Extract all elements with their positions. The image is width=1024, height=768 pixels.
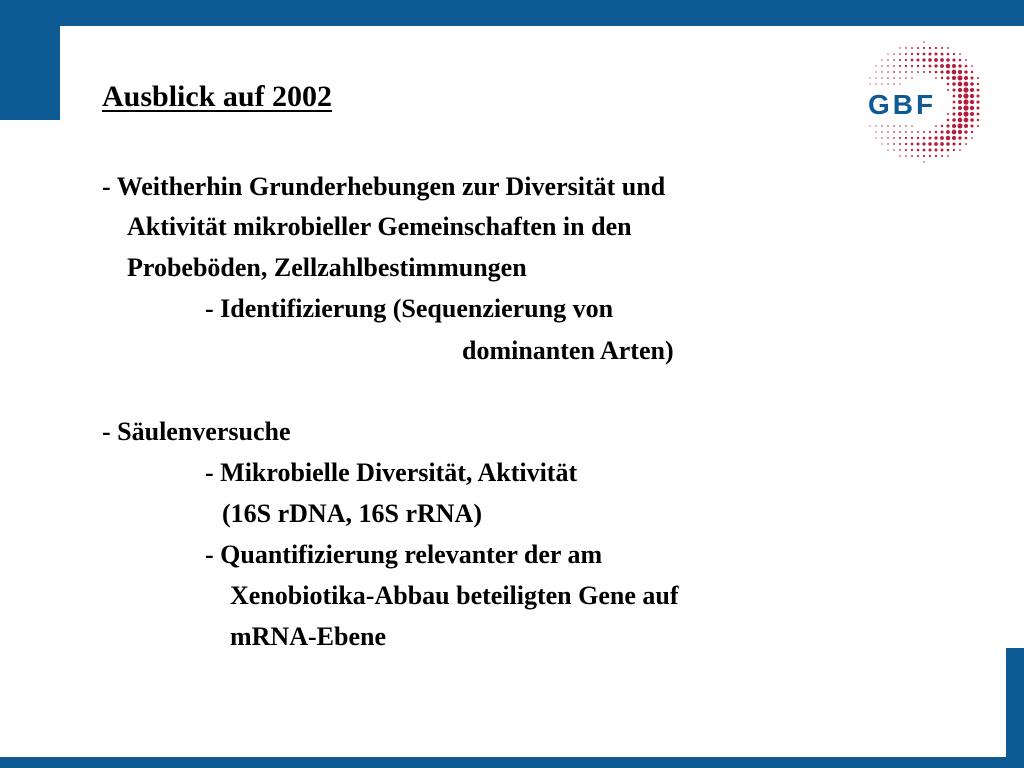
logo-dot	[917, 131, 919, 133]
logo-dot	[905, 77, 907, 79]
logo-dot	[976, 94, 979, 97]
logo-dot	[917, 65, 919, 67]
gbf-logo-graphic	[862, 40, 982, 165]
logo-dot	[922, 142, 925, 145]
logo-dot	[947, 47, 949, 49]
logo-dot	[953, 101, 956, 104]
logo-dot	[970, 118, 974, 122]
logo-dot	[905, 65, 907, 67]
logo-dot	[977, 125, 979, 127]
logo-dot	[929, 155, 931, 157]
logo-dot	[905, 59, 907, 61]
logo-dot	[923, 161, 925, 163]
logo-dot	[977, 113, 980, 116]
logo-dot	[917, 59, 920, 62]
left-frame-bar	[0, 0, 60, 120]
logo-dot	[923, 41, 925, 43]
logo-dot	[958, 112, 962, 116]
logo-dot	[959, 149, 961, 151]
logo-dot	[905, 131, 907, 133]
text-line: mRNA-Ebene	[230, 622, 386, 651]
logo-wordmark: GBF	[868, 89, 937, 120]
logo-dot	[917, 143, 920, 146]
logo-dot	[917, 155, 919, 157]
logo-dot	[935, 149, 938, 152]
logo-dot	[893, 143, 895, 145]
logo-dot	[946, 124, 949, 127]
logo-dot	[905, 155, 907, 157]
logo-dot	[977, 83, 979, 85]
logo-dot	[941, 125, 943, 127]
logo-dot	[928, 142, 932, 146]
logo-dot	[965, 65, 968, 68]
logo-dot	[952, 130, 957, 135]
text-line: Probeböden, Zellzahlbestimmungen	[127, 253, 527, 282]
logo-dot	[959, 143, 962, 146]
logo-dot	[952, 64, 956, 68]
logo-dot	[947, 83, 950, 86]
logo-dot	[946, 130, 950, 134]
logo-dot	[946, 142, 950, 146]
logo-dot	[940, 58, 944, 62]
logo-dot	[875, 71, 876, 72]
logo-dot	[887, 65, 889, 67]
logo-dot	[958, 118, 963, 123]
logo-dot	[940, 136, 944, 140]
text-line: Aktivität mikrobieller Gemeinschaften in den	[127, 212, 632, 241]
logo-dot	[893, 149, 895, 151]
logo-dot	[911, 155, 913, 157]
logo-dot	[941, 47, 943, 49]
logo-dot	[911, 131, 913, 133]
logo-dot	[958, 124, 963, 129]
logo-dot	[953, 107, 956, 110]
logo-dot	[923, 65, 926, 68]
logo-dot	[929, 65, 932, 68]
logo-dot	[893, 71, 895, 73]
logo-dot	[899, 77, 901, 79]
logo-dot	[905, 137, 907, 139]
logo-dot	[935, 47, 937, 49]
logo-dot	[965, 59, 967, 61]
logo-dot	[923, 47, 925, 49]
logo-dot	[946, 76, 949, 79]
logo-dot	[958, 106, 962, 110]
logo-dot	[875, 77, 876, 78]
logo-dot	[958, 70, 962, 74]
logo-dot	[947, 155, 949, 157]
logo-dot	[923, 155, 925, 157]
logo-dot	[958, 64, 961, 67]
logo-dot	[947, 53, 950, 56]
logo-dot	[917, 137, 919, 139]
logo-dot	[964, 70, 967, 73]
logo-dot	[911, 143, 914, 146]
logo-dot	[893, 83, 894, 84]
logo-dot	[899, 59, 901, 61]
logo-dot	[929, 53, 932, 56]
logo-dot	[946, 64, 950, 68]
logo-dot	[905, 53, 907, 55]
logo-dot	[881, 59, 882, 60]
logo-dot	[899, 155, 900, 156]
logo-dot	[976, 100, 979, 103]
logo-dot	[935, 155, 937, 157]
logo-dot	[887, 143, 888, 144]
logo-dot	[953, 149, 955, 151]
logo-dot	[952, 88, 955, 91]
logo-dot	[893, 131, 895, 133]
logo-dot	[929, 47, 931, 49]
logo-dot	[953, 95, 956, 98]
logo-dot	[935, 131, 938, 134]
logo-dot	[911, 65, 913, 67]
logo-dot	[970, 106, 974, 110]
logo-dot	[964, 124, 968, 128]
logo-dot	[964, 118, 969, 123]
logo-dot	[963, 111, 968, 116]
logo-dot	[946, 136, 950, 140]
logo-dot	[899, 149, 901, 151]
logo-dot	[934, 142, 938, 146]
text-line: (16S rDNA, 16S rRNA)	[222, 499, 482, 528]
text-line: - Säulenversuche	[102, 417, 291, 446]
logo-dot	[958, 88, 962, 92]
logo-dot	[934, 136, 937, 139]
logo-dot	[887, 77, 889, 79]
text-line: - Weitherhin Grunderhebungen zur Diversität und	[102, 172, 666, 201]
logo-dot	[940, 142, 944, 146]
logo-dot	[940, 64, 944, 68]
logo-dot	[929, 71, 931, 73]
logo-dot	[970, 82, 974, 86]
logo-dot	[977, 77, 979, 79]
logo-dot	[970, 94, 974, 98]
logo-dot	[881, 137, 882, 138]
logo-dot	[869, 77, 870, 78]
logo-dot	[905, 143, 907, 145]
logo-dot	[940, 130, 943, 133]
logo-dot	[929, 149, 932, 152]
logo-dot	[977, 89, 980, 92]
logo-dot	[875, 137, 876, 138]
logo-dot	[875, 131, 876, 132]
logo-dot	[928, 58, 932, 62]
logo-dot	[893, 125, 895, 127]
logo-dot	[923, 53, 926, 56]
logo-dot	[899, 125, 901, 127]
logo-dot	[970, 100, 974, 104]
logo-dot	[875, 83, 876, 84]
logo-dot	[881, 83, 882, 84]
logo-dot	[887, 71, 889, 73]
logo-dot	[905, 149, 907, 151]
logo-dot	[952, 136, 956, 140]
logo-dot	[887, 83, 888, 84]
right-frame-bar	[1006, 648, 1024, 768]
logo-dot	[941, 149, 944, 152]
logo-dot	[947, 119, 950, 122]
logo-dot	[952, 142, 955, 145]
logo-dot	[911, 53, 913, 55]
logo-dot	[934, 58, 938, 62]
logo-dot	[923, 149, 926, 152]
logo-dot	[887, 53, 888, 54]
logo-dot	[911, 149, 913, 151]
logo-dot	[893, 137, 895, 139]
logo-dot	[963, 99, 968, 104]
logo-dot	[887, 137, 889, 139]
text-line: - Mikrobielle Diversität, Aktivität	[205, 458, 578, 487]
logo-dot	[946, 70, 950, 74]
logo-dot	[905, 71, 907, 73]
logo-dot	[935, 125, 937, 127]
logo-dot	[963, 87, 968, 92]
logo-dot	[881, 131, 882, 132]
logo-dot	[958, 136, 961, 139]
logo-dot	[881, 65, 882, 66]
logo-dot	[958, 94, 962, 98]
logo-dot	[958, 76, 963, 81]
logo-dot	[964, 76, 968, 80]
logo-dot	[881, 143, 882, 144]
logo-dot	[971, 137, 973, 139]
logo-dot	[934, 64, 937, 67]
logo-dot	[970, 112, 974, 116]
logo-dot	[893, 65, 895, 67]
logo-dot	[899, 65, 901, 67]
logo-dot	[917, 47, 919, 49]
logo-dot	[893, 77, 895, 79]
logo-dot	[941, 53, 944, 56]
logo-dot	[952, 124, 956, 128]
logo-dot	[947, 113, 949, 115]
logo-dot	[976, 106, 979, 109]
slide-title: Ausblick auf 2002	[102, 80, 333, 113]
logo-dot	[923, 71, 925, 73]
logo-dot	[964, 82, 969, 87]
logo-dot	[869, 83, 870, 84]
logo-dot	[875, 65, 876, 66]
logo-dot	[929, 137, 932, 140]
logo-dot	[917, 149, 920, 152]
logo-dot	[911, 125, 912, 126]
logo-dot	[893, 59, 895, 61]
logo-dot	[952, 112, 955, 115]
logo-dot	[905, 125, 907, 127]
logo-dot	[881, 77, 882, 78]
logo-dot	[887, 149, 888, 150]
text-line: dominanten Arten)	[462, 336, 674, 365]
gbf-logo	[862, 40, 982, 165]
logo-dot	[911, 71, 913, 73]
logo-dot	[947, 149, 950, 152]
logo-dot	[971, 131, 973, 133]
logo-dot	[959, 59, 962, 62]
logo-dot	[881, 125, 882, 126]
logo-dot	[940, 70, 943, 73]
logo-dot	[905, 47, 907, 49]
logo-dot	[917, 53, 920, 56]
logo-dot	[923, 131, 925, 133]
logo-dot	[977, 119, 979, 121]
logo-dot	[941, 155, 943, 157]
logo-dot	[952, 82, 956, 86]
logo-dot	[887, 125, 889, 127]
logo-dot	[963, 93, 968, 98]
logo-dot	[887, 59, 888, 60]
logo-dot	[959, 53, 961, 55]
bottom-frame-bar	[0, 757, 1024, 768]
logo-dot	[893, 53, 895, 55]
logo-dot	[964, 130, 967, 133]
logo-dot	[952, 70, 957, 75]
logo-dot	[911, 77, 912, 78]
logo-dot	[899, 83, 900, 84]
logo-dot	[947, 89, 949, 91]
logo-dot	[899, 71, 901, 73]
text-line: - Identifizierung (Sequenzierung von	[205, 294, 614, 323]
logo-dot	[965, 143, 967, 145]
logo-dot	[970, 124, 973, 127]
top-frame-bar	[0, 0, 1024, 26]
logo-dot	[875, 125, 876, 126]
logo-dot	[952, 58, 955, 61]
logo-dot	[911, 59, 914, 62]
logo-dot	[965, 137, 968, 140]
logo-dot	[917, 71, 919, 73]
logo-dot	[923, 137, 926, 140]
logo-dot	[899, 47, 900, 48]
logo-dot	[899, 131, 901, 133]
logo-dot	[958, 100, 962, 104]
logo-dot	[941, 77, 943, 79]
logo-dot	[869, 125, 870, 126]
logo-dot	[952, 118, 956, 122]
logo-dot	[929, 131, 931, 133]
logo-dot	[899, 53, 901, 55]
logo-dot	[958, 130, 962, 134]
logo-dot	[953, 53, 955, 55]
logo-dot	[958, 82, 963, 87]
logo-dot	[971, 65, 973, 67]
logo-dot	[911, 47, 913, 49]
logo-dot	[899, 137, 901, 139]
logo-dot	[963, 105, 968, 110]
logo-dot	[970, 88, 974, 92]
logo-dot	[922, 58, 925, 61]
logo-dot	[881, 71, 882, 72]
logo-dot	[935, 71, 938, 74]
logo-dot	[911, 137, 913, 139]
logo-dot	[899, 143, 901, 145]
text-line: - Quantifizierung relevanter der am	[205, 540, 603, 569]
logo-dot	[887, 131, 889, 133]
logo-dot	[971, 71, 973, 73]
text-line: Xenobiotika-Abbau beteiligten Gene auf	[230, 581, 679, 610]
logo-dot	[970, 76, 973, 79]
logo-dot	[935, 53, 938, 56]
logo-dot	[946, 58, 950, 62]
logo-dot	[935, 77, 937, 79]
logo-dot	[952, 76, 956, 80]
